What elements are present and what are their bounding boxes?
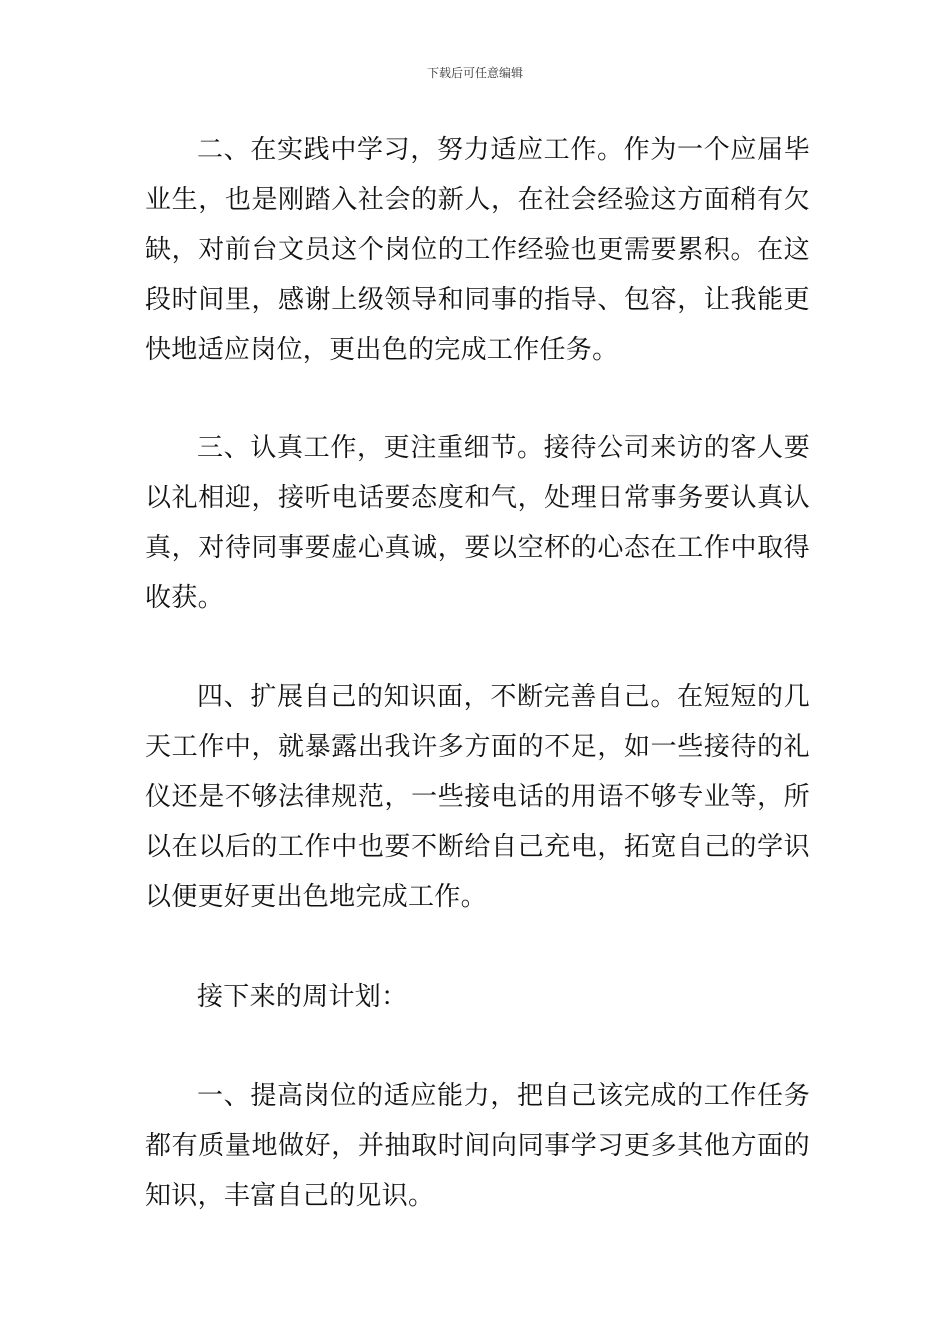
paragraph-plan-item-one: 一、提高岗位的适应能力，把自己该完成的工作任务都有质量地做好，并抽取时间向同事学习更多其他方面的知识，丰富自己的见识。 bbox=[145, 1081, 810, 1211]
paragraph-weekly-plan-heading: 接下来的周计划： bbox=[197, 982, 408, 1012]
paragraph-attention-to-detail: 三、认真工作，更注重细节。接待公司来访的客人要以礼相迎，接听电话要态度和气，处理日常事务要认真认真，对待同事要虚心真诚，要以空杯的心态在工作中取得收获。 bbox=[145, 433, 810, 613]
page-header-note: 下载后可任意编辑 bbox=[426, 66, 523, 80]
paragraph-learning-in-practice: 二、在实践中学习，努力适应工作。作为一个应届毕业生，也是刚踏入社会的新人，在社会经验这方面稍有欠缺，对前台文员这个岗位的工作经验也更需要累积。在这段时间里，感谢上级领导和同事的指导、包容，让我能更快地适应岗位，更出色的完成工作任务。 bbox=[145, 135, 810, 365]
paragraph-expand-knowledge: 四、扩展自己的知识面，不断完善自己。在短短的几天工作中，就暴露出我许多方面的不足，如一些接待的礼仪还是不够法律规范，一些接电话的用语不够专业等，所以在以后的工作中也要不断给自己充电，拓宽自己的学识以便更好更出色地完成工作。 bbox=[145, 682, 810, 912]
